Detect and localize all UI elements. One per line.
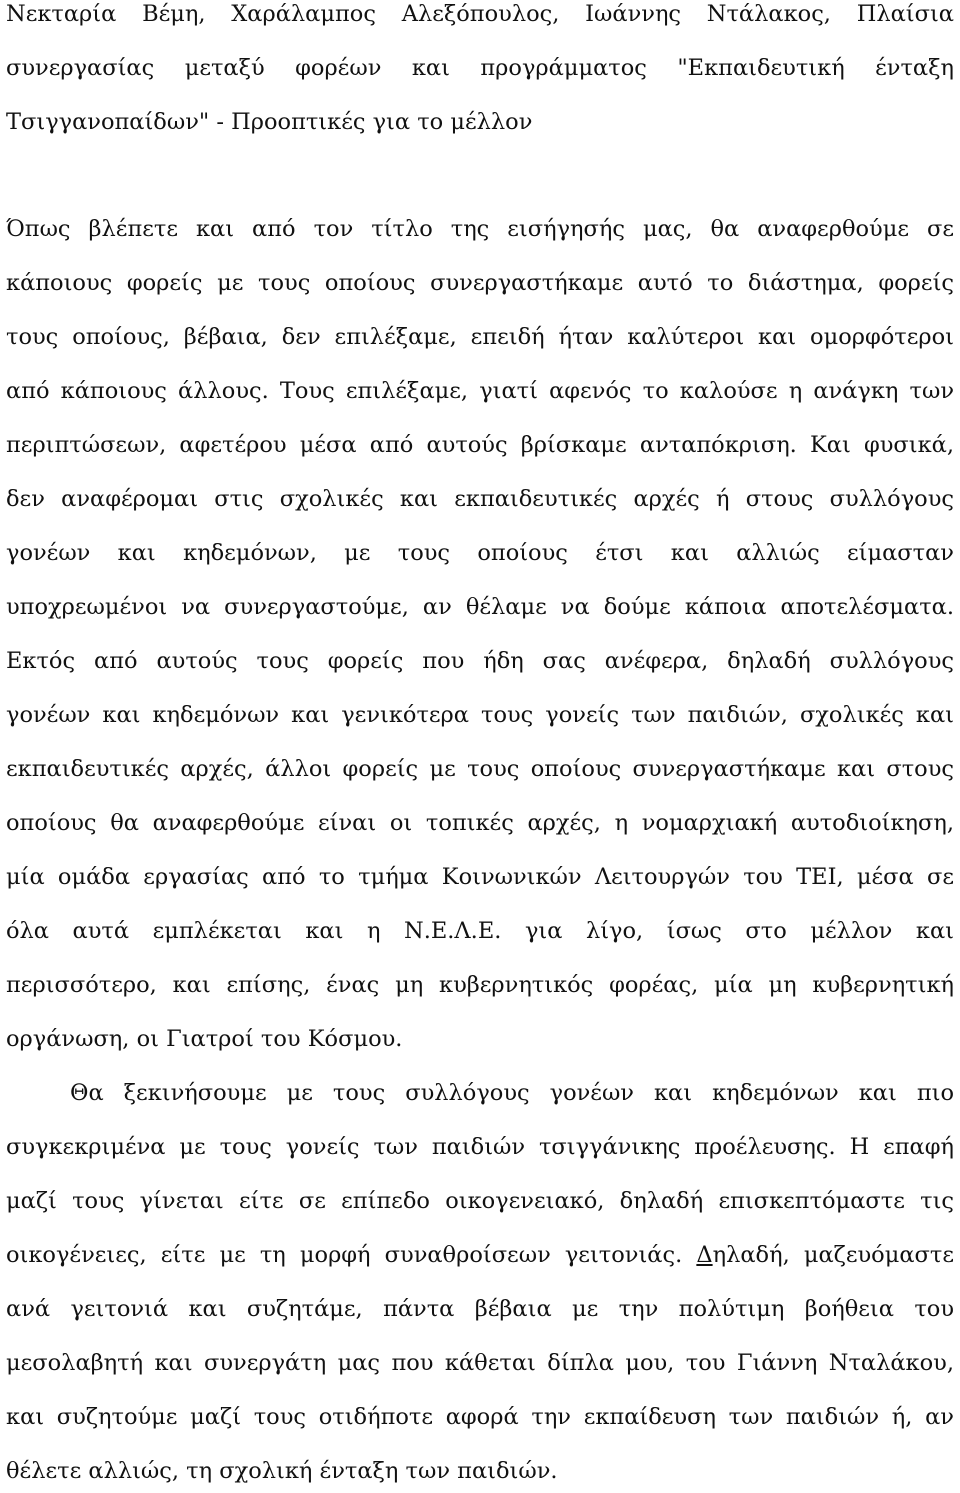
header-line-2: συνεργασίας μεταξύ φορέων και προγράμματος "Εκπαιδευτική ένταξη [6,55,954,81]
paragraph2-line: μαζί τους γίνεται είτε σε επίπεδο οικογενειακό, δηλαδή επισκεπτόμαστε τις [6,1188,954,1214]
paragraph1-line: οποίους θα αναφερθούμε είναι οι τοπικές αρχές, η νομαρχιακή αυτοδιοίκηση, [6,810,954,836]
paragraph1-line: τους οποίους, βέβαια, δεν επιλέξαμε, επειδή ήταν καλύτεροι και ομορφότεροι [6,324,954,350]
paragraph1-line: εκπαιδευτικές αρχές, άλλοι φορείς με τους οποίους συνεργαστήκαμε και στους [6,756,954,782]
paragraph2-line-underlined [6,1242,954,1276]
paragraph1-line: όλα αυτά εμπλέκεται και η Ν.Ε.Λ.Ε. για λίγο, ίσως στο μέλλον και [6,918,954,944]
paragraph1-line: μία ομάδα εργασίας από το τμήμα Κοινωνικών Λειτουργών του ΤΕΙ, μέσα σε [6,864,954,890]
text-segment: οικογένειες, είτε με τη μορφή συναθροίσεων γειτονιάς. [6,1242,697,1268]
text-segment: ηλαδή, μαζευόμαστε [712,1242,954,1268]
paragraph1-line: περισσότερο, και επίσης, ένας μη κυβερνητικός φορέας, μία μη κυβερνητική [6,972,954,998]
paragraph2-first-line: Θα ξεκινήσουμε με τους συλλόγους γονέων και κηδεμόνων και πιο [70,1080,954,1106]
paragraph1-line: κάποιους φορείς με τους οποίους συνεργαστήκαμε αυτό το διάστημα, φορείς [6,270,954,296]
paragraph1-line: Όπως βλέπετε και από τον τίτλο της εισήγησής μας, θα αναφερθούμε σε [6,216,954,242]
paragraph2-line: θέλετε αλλιώς, τη σχολική ένταξη των παιδιών. [6,1458,558,1484]
paragraph2-line: συγκεκριμένα με τους γονείς των παιδιών τσιγγάνικης προέλευσης. Η επαφή [6,1134,954,1160]
header-line-3: Τσιγγανοπαίδων" - Προοπτικές για το μέλλον [6,109,533,135]
underlined-letter: Δ [696,1242,713,1268]
header-line-1: Νεκταρία Βέμη, Χαράλαμπος Αλεξόπουλος, Ιωάννης Ντάλακος, Πλαίσια [6,1,954,27]
paragraph2-line: και συζητούμε μαζί τους οτιδήποτε αφορά την εκπαίδευση των παιδιών ή, αν [6,1404,954,1430]
paragraph1-line: Εκτός από αυτούς τους φορείς που ήδη σας ανέφερα, δηλαδή συλλόγους [6,648,954,674]
paragraph1-line: οργάνωση, οι Γιατροί του Κόσμου. [6,1026,403,1052]
paragraph1-line: από κάποιους άλλους. Τους επιλέξαμε, γιατί αφενός το καλούσε η ανάγκη των [6,378,954,404]
paragraph1-line: υποχρεωμένοι να συνεργαστούμε, αν θέλαμε να δούμε κάποια αποτελέσματα. [6,594,954,620]
paragraph1-line: περιπτώσεων, αφετέρου μέσα από αυτούς βρίσκαμε ανταπόκριση. Και φυσικά, [6,432,954,458]
paragraph1-line: δεν αναφέρομαι στις σχολικές και εκπαιδευτικές αρχές ή στους συλλόγους [6,486,954,512]
paragraph1-line: γονέων και κηδεμόνων, με τους οποίους έτσι και αλλιώς είμασταν [6,540,954,566]
paragraph2-line: ανά γειτονιά και συζητάμε, πάντα βέβαια με την πολύτιμη βοήθεια του [6,1296,954,1322]
paragraph1-line: γονέων και κηδεμόνων και γενικότερα τους γονείς των παιδιών, σχολικές και [6,702,954,728]
paragraph2-line: μεσολαβητή και συνεργάτη μας που κάθεται δίπλα μου, του Γιάννη Νταλάκου, [6,1350,954,1376]
